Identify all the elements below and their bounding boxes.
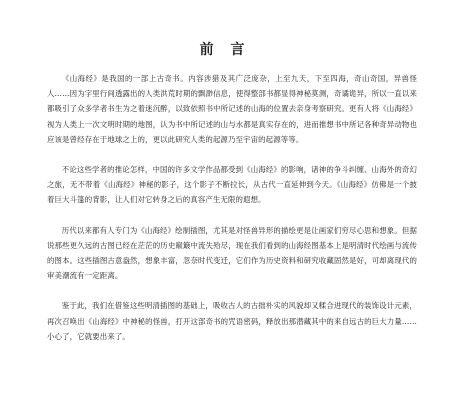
paragraph-1: 《山海经》是我国的一部上古奇书。内容涉猎及其广泛庞杂，上至九天，下至四海，奇山奇国，异兽怪人……因为字里行间透露出的人类洪荒时期的飘渺信息，使得整部书都显得神秘莫测，奇谲诡异，所以一直以来都吸引了众多学者书生为之着迷沉醉，以致依照书中所记述的山海的位置去亲身考察研究。更有人将《山海经》视为人类上一次文明时期的地图，认为书中所记述的山与水都是真实存在的，进而推想书中所记各种奇异动物也应该是曾经存在于地球之上的，更以此研究人类的起源乃至宇宙的起源等等。 xyxy=(47,74,417,144)
paragraph-3: 历代以来都有人专门为《山海经》绘制插图，尤其是对怪兽异形的描绘更是让画家们穷尽心思和想象。但据说那些更久远的古图已经在茫茫的历史巅簸中流失殆尽，现在我们看到的山海经图基本上是明清时代绘画与流传的图本。这些插图古意盎然，想象丰富，忽奈时代变迁，它们作为历史资料和研究收藏固然是好，可却离现代的审美潮流有一定距离。 xyxy=(47,225,417,281)
preface-body xyxy=(47,71,417,344)
paragraph-2: 不论这些学者的推论怎样，中国的许多文学作品都受到《山海经》的影响，诸神的争斗纠缠、山海外的奇幻之旅，无不带着《山海经》神秘的影子，这个影子不断拉长，从古代一直延伸到今天。《山海经》仿佛是一个披着巨大斗篷的背影，让人们对它转身之后的真容产生无限的遐想。 xyxy=(47,165,417,205)
paragraph-4: 鉴于此，我们在借鉴这些明清插图的基础上，吸收古人的古拙朴实的风貌却又糅合进现代的装饰设计元素，再次召唤出《山海经》中神秘的怪兽，打开这部奇书的咒语密码，释放出那潜藏其中的来自远古的巨大力量……小心了，它就要出来了。 xyxy=(47,301,417,341)
page-title: 前 言 xyxy=(199,42,251,58)
